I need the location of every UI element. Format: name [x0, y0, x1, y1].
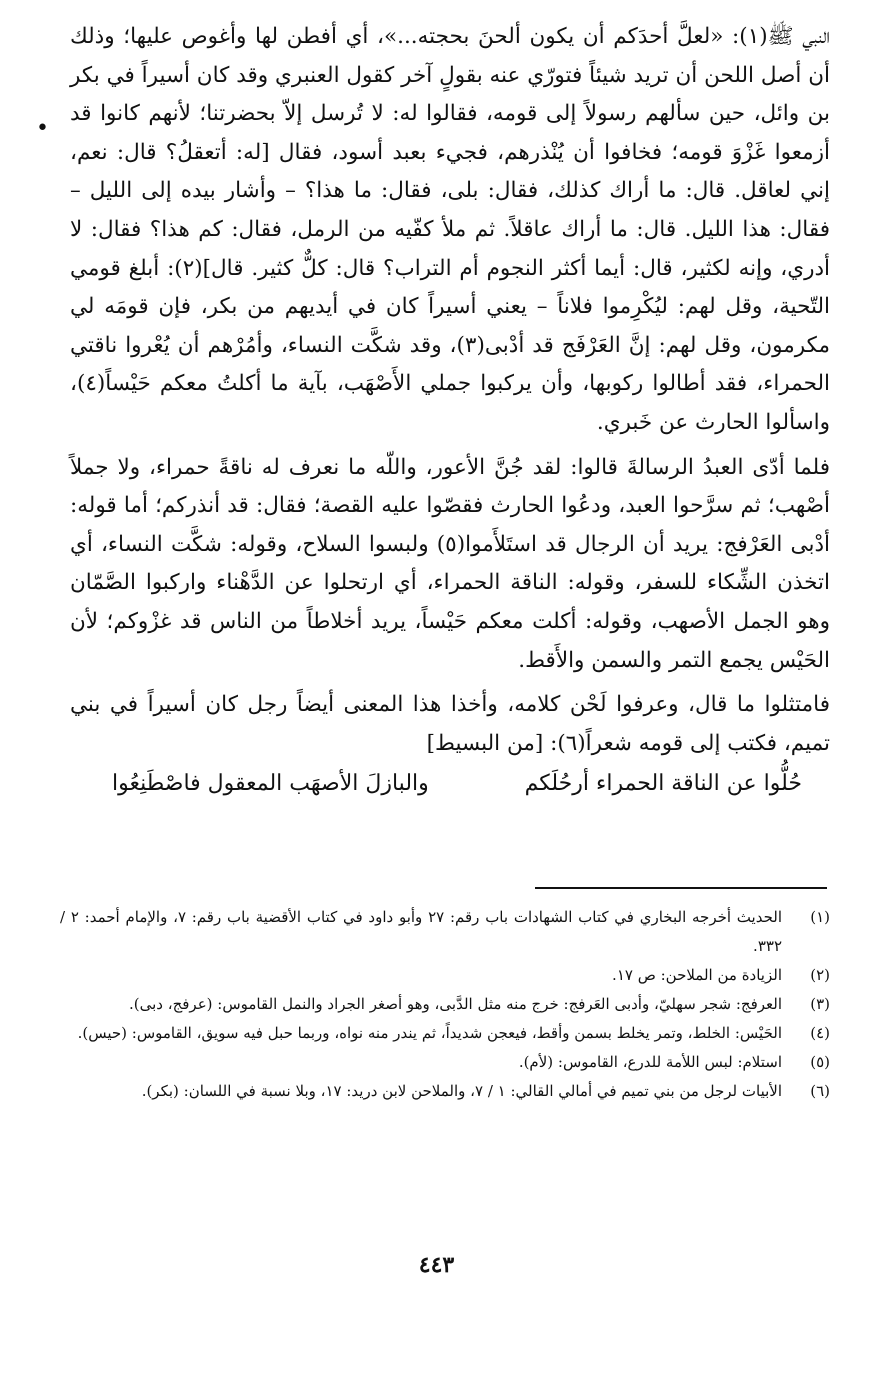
footnote-separator — [535, 887, 827, 889]
footnote-text: الحَيْس: الخلط، وتمر يخلط بسمن وأقط، فيعجن شديداً، ثم يندر منه نواه، وربما حبل فيه سويق، القاموس: (حيس). — [77, 1024, 782, 1042]
footnote-item — [60, 1019, 830, 1048]
body-paragraph: النبي ﷺ(١): «لعلَّ أحدَكم أن يكون ألحنَ بحجته...»، أي أفطن لها وأغوص عليها؛ وذلك أن أصل اللحن أن تريد شيئاً فتورّي عنه بقولٍ آخر كقول العنبري وقد كان أسيراً في بكر بن وائل، حين سألهم رسولاً إلى قومه، فقالوا له: لا تُرسل إلاّ بحضرتنا؛ لأنهم كانوا قد أزمعوا غَزْوَ قومه؛ فخافوا أن يُنْذرهم، فجيء بعبد أسود، فقال [له: أتعقلُ؟ قال: نعم، إني لعاقل. قال: ما أراك كذلك، فقال: بلى، فقال: ما هذا؟ – وأشار بيده إلى الليل – فقال: هذا الليل. قال: ما أراك عاقلاً. ثم ملأ كفّيه من الرمل، فقال: كم هذا؟ فقال: لا أدري، وإنه لكثير، قال: أيما أكثر النجوم أم التراب؟ قال: كلٌّ كثير. قال](٢): أبلغ قومي التّحية، وقل لهم: ليُكْرِموا فلاناً – يعني أسيراً كان في أيديهم من بكر، فإن قومَه لي مكرمون، وقل لهم: إنَّ العَرْفَج قد أدْبى(٣)، وقد شكَّت النساء، وأمُرْهم أن يُعْروا ناقتي الحمراء، فقد أطالوا ركوبها، وأن يركبوا جملي الأَصْهَب، بآية ما أكلتُ معكم حَيْساً(٤)، واسألوا الحارث عن خَبري. — [70, 24, 831, 435]
footnote-number: (٣) — [810, 995, 830, 1013]
footnote-text: العرفج: شجر سهليّ، وأدبى العَرفج: خرج منه مثل الدَّبى، وهو أصغر الجراد والنمل القاموس: (عرفج، دبى). — [128, 995, 782, 1013]
page-number: ٤٤٣ — [418, 1252, 455, 1278]
footnote-number: (٤) — [810, 1024, 830, 1042]
body-paragraph: فامتثلوا ما قال، وعرفوا لَحْن كلامه، وأخذا هذا المعنى أيضاً رجل كان أسيراً في بني تميم، فكتب إلى قومه شعراً(٦): [من البسيط] — [70, 692, 830, 756]
verse-second-hemistich: والبازلَ الأصهَب المعقول فاصْطَنِعُوا — [112, 771, 429, 797]
footnote-number: (١) — [810, 908, 830, 926]
footnote-text: الأبيات لرجل من بني تميم في أمالي القالي: ١ / ٧، والملاحن لابن دريد: ١٧، وبلا نسبة في اللسان: (بكر). — [141, 1082, 782, 1100]
footnote-text: استلام: لبس اللأمة للدرع، القاموس: (لأم). — [518, 1053, 782, 1071]
footnotes-list — [60, 903, 830, 1106]
footnote-item — [60, 1077, 830, 1106]
footnote-text: الحديث أخرجه البخاري في كتاب الشهادات باب رقم: ٢٧ وأبو داود في كتاب الأقضية باب رقم: ٧، والإمام أحمد: ٢ / ٣٣٢. — [60, 908, 782, 955]
poem-verse — [70, 765, 830, 803]
footnote-item — [60, 990, 830, 1019]
footnote-item — [60, 1048, 830, 1077]
footnote-number: (٥) — [810, 1053, 830, 1071]
body-paragraph: فلما أدّى العبدُ الرسالةَ قالوا: لقد جُنَّ الأعور، واللّه ما نعرف له ناقةً حمراء، ولا جملاً أصْهب؛ ثم سرَّحوا العبد، ودعُوا الحارث فقصّوا عليه القصة؛ فقال: قد أنذركم؛ أما قوله: أدْبى العَرْفج: يريد أن الرجال قد استَلأَموا(٥) ولبسوا السلاح، وقوله: شكَّت النساء، أي اتخذن الشِّكاء للسفر، وقوله: الناقة الحمراء، أي ارتحلوا عن الدَّهْناء واركبوا الصَّمّان وهو الجمل الأصهب، وقوله: أكلت معكم حَيْساً، يريد أخلاطاً من الناس قد غزْوكم؛ لأن الحَيْس يجمع التمر والسمن والأَقط. — [70, 454, 830, 673]
verse-first-hemistich: حُلُّوا عن الناقة الحمراء أرحُلَكم — [524, 771, 802, 797]
footnote-number: (٢) — [810, 966, 830, 984]
margin-mark: • — [36, 116, 49, 141]
footnote-text: الزيادة من الملاحن: ص ١٧. — [612, 966, 782, 984]
footnote-item — [60, 961, 830, 990]
footnote-number: (٦) — [810, 1082, 830, 1100]
main-text — [70, 18, 830, 803]
footnote-item — [60, 903, 830, 961]
